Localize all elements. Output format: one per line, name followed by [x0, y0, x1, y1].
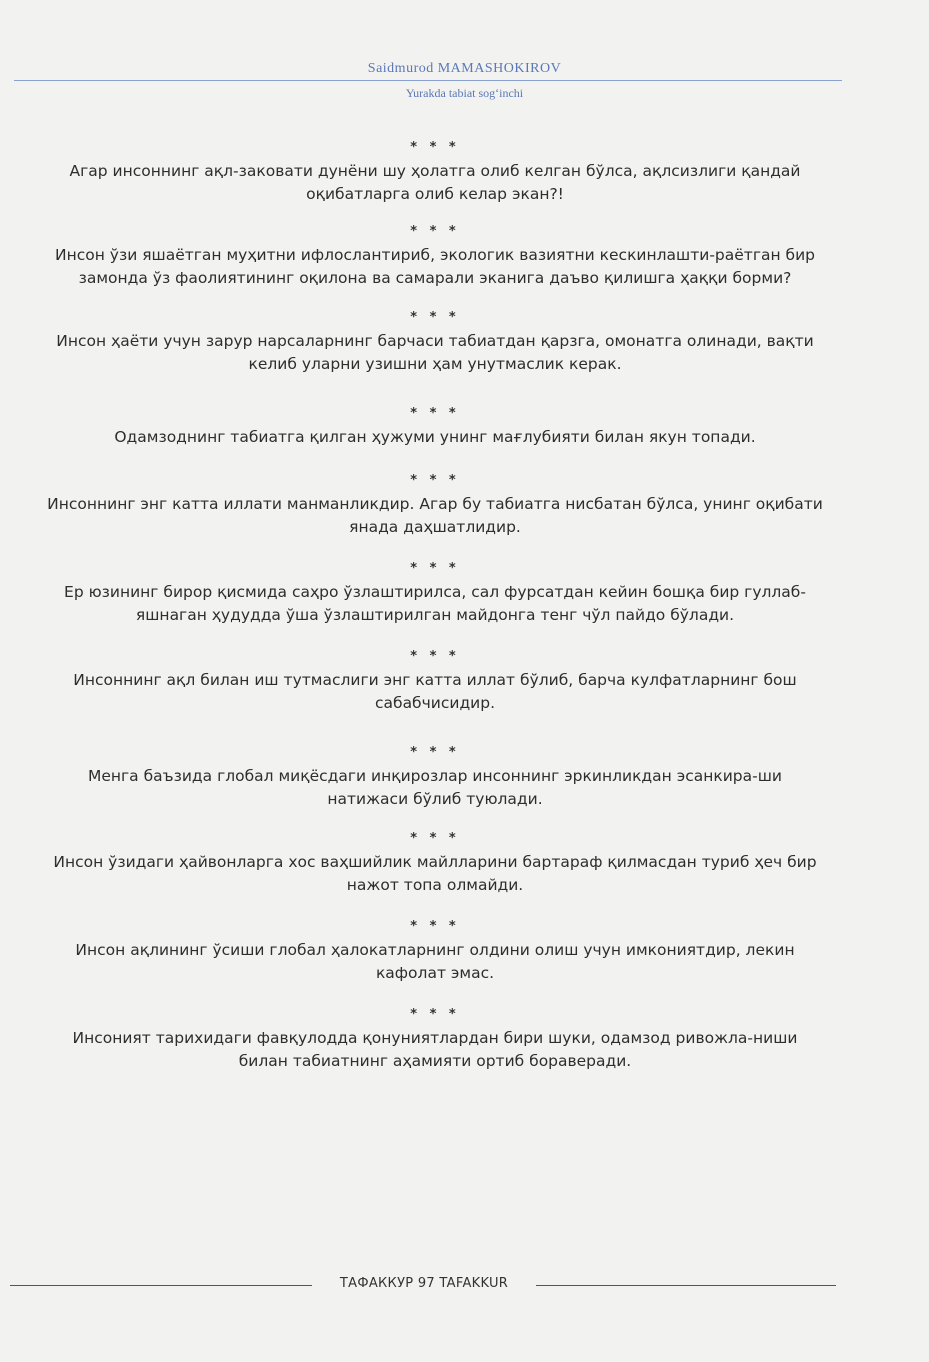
footer-rule-left	[10, 1285, 312, 1286]
quote-item	[40, 827, 830, 897]
footer-page-label: ТАФАККУР 97 TAFAKKUR	[339, 1276, 509, 1291]
page-footer	[0, 1275, 929, 1295]
quote-text: Менга баъзида глобал миқёсдаги инқирозлар инсоннинг эркинликдан эсанкира-ши натижаси бўлиб туюлади.	[87, 767, 782, 808]
quote-item	[40, 557, 830, 627]
page-header	[0, 60, 929, 78]
separator-stars: * * *	[410, 224, 460, 239]
quote-text: Ер юзининг бирор қисмида саҳро ўзлаштирилса, сал фурсатдан кейин бошқа бир гуллаб-яшнаган ҳудудда ўша ўзлаштирилган майдонга тенг чўл пайдо бўлади.	[64, 583, 806, 624]
separator-stars: * * *	[410, 649, 460, 664]
separator-stars: * * *	[410, 473, 460, 488]
separator-stars: * * *	[410, 140, 460, 155]
quote-text: Инсоният тарихидаги фавқулодда қонуниятлардан бири шуки, одамзод ривожла-ниши билан табиатнинг аҳамияти ортиб бораверади.	[72, 1029, 798, 1070]
book-subtitle: Yurakda tabiat sog‘inchi	[405, 86, 524, 100]
quote-item	[40, 645, 830, 715]
quote-item	[40, 1003, 830, 1073]
separator-stars: * * *	[410, 831, 460, 846]
quote-item	[40, 402, 830, 449]
quote-item	[40, 915, 830, 985]
quote-text: Инсоннинг ақл билан иш тутмаслиги энг катта иллат бўлиб, барча кулфатларнинг бош сабабчисидир.	[73, 671, 797, 712]
author-name: Saidmurod MAMASHOKIROV	[367, 61, 562, 76]
separator-stars: * * *	[410, 1007, 460, 1022]
quote-text: Агар инсоннинг ақл-заковати дунёни шу ҳолатга олиб келган бўлса, ақлсизлиги қандай оқибатларга олиб келар экан?!	[69, 162, 801, 203]
separator-stars: * * *	[410, 745, 460, 760]
quote-item	[40, 136, 830, 206]
quotes-list	[40, 136, 830, 1073]
quote-text: Инсон ҳаёти учун зарур нарсаларнинг барчаси табиатдан қарзга, омонатга олинади, вақти келиб уларни узишни ҳам унутмаслик керак.	[56, 332, 814, 373]
quote-item	[40, 469, 830, 539]
quote-item	[40, 306, 830, 376]
quote-text: Одамзоднинг табиатга қилган ҳужуми унинг мағлубияти билан якун топади.	[114, 428, 756, 446]
quote-text: Инсон ўзи яшаётган муҳитни ифлослантириб, экологик вазиятни кескинлашти-раётган бир замонда ўз фаолиятининг оқилона ва самарали эканига даъво қилишга ҳаққи борми?	[55, 246, 815, 287]
header-divider	[14, 80, 842, 81]
separator-stars: * * *	[410, 406, 460, 421]
separator-stars: * * *	[410, 919, 460, 934]
separator-stars: * * *	[410, 561, 460, 576]
quote-text: Инсоннинг энг катта иллати манманликдир. Агар бу табиатга нисбатан бўлса, унинг оқибати янада даҳшатлидир.	[47, 495, 823, 536]
quote-item	[40, 741, 830, 811]
separator-stars: * * *	[410, 310, 460, 325]
quote-item	[40, 220, 830, 290]
quote-text: Инсон ўзидаги ҳайвонларга хос ваҳшийлик майлларини бартараф қилмасдан туриб ҳеч бир нажот топа олмайди.	[53, 853, 817, 894]
quote-text: Инсон ақлининг ўсиши глобал ҳалокатларнинг олдини олиш учун имкониятдир, лекин кафолат эмас.	[75, 941, 795, 982]
footer-rule-right	[536, 1285, 836, 1286]
